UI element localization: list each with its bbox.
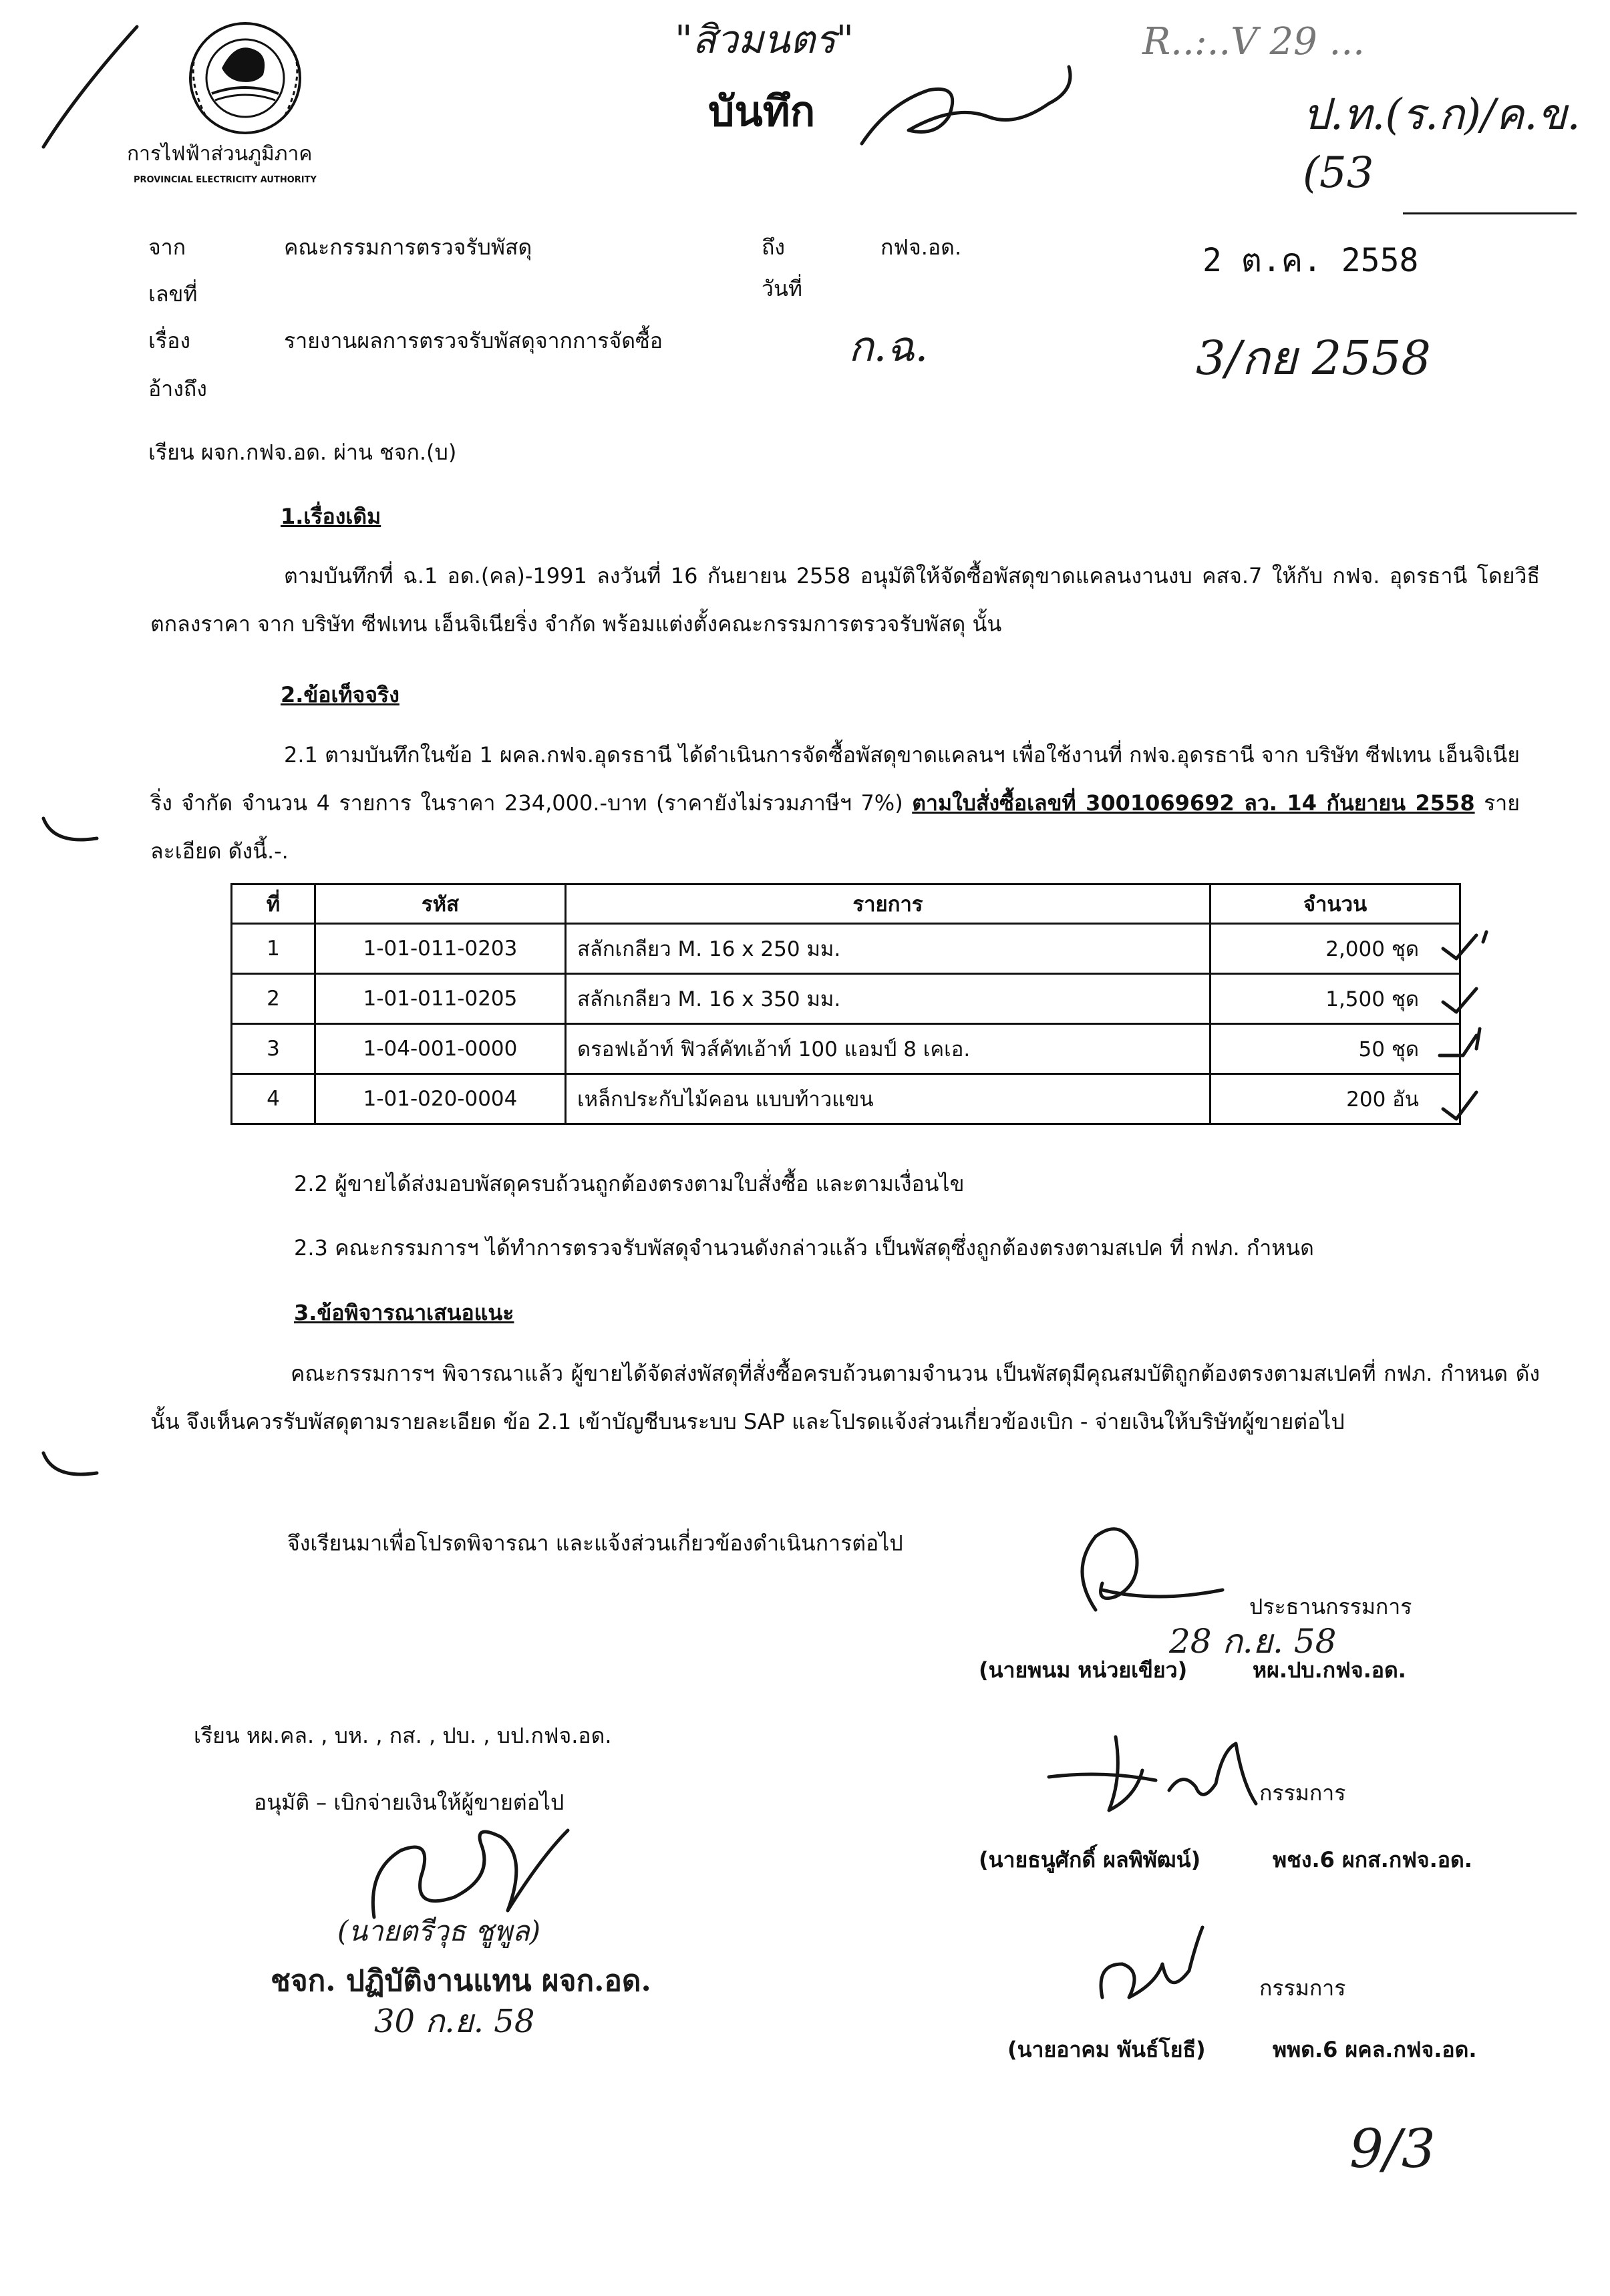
section2-p23: 2.3 คณะกรรมการฯ ได้ทำการตรวจรับพัสดุจำนวนดังกล่าวแล้ว เป็นพัสดุซึ่งถูกต้องตรงตามสเปค ที่ กฟภ. กำหนด (294, 1235, 1314, 1261)
table-row (232, 1074, 1460, 1124)
cell-qty: 1,500 ชุด (1211, 974, 1460, 1024)
hand-date: 3/กย 2558 (1196, 331, 1431, 385)
cell-qty: 2,000 ชุด (1211, 924, 1460, 974)
from-label: จาก (148, 234, 186, 260)
signatory-3-position: พพด.6 ผคล.กฟจ.อด. (1273, 2037, 1477, 2062)
approval-text: อนุมัติ – เบิกจ่ายเงินให้ผู้ขายต่อไป (254, 1790, 565, 1815)
cell-no: 3 (232, 1024, 315, 1074)
to-label: ถึง (762, 234, 785, 260)
cell-qty: 200 อัน (1211, 1074, 1460, 1124)
number-label: เลขที่ (148, 281, 198, 307)
table-row (232, 974, 1460, 1024)
cell-code: 1-01-011-0203 (315, 924, 566, 974)
org-name-en: PROVINCIAL ELECTRICITY AUTHORITY (134, 175, 317, 185)
table-header-row (232, 884, 1460, 924)
signatory-1-name: (นายพนม หน่วยเขียว) (979, 1657, 1188, 1683)
cell-item: สลักเกลียว M. 16 x 350 มม. (566, 974, 1211, 1024)
cell-item: เหล็กประกับไม้คอน แบบท้าวแขน (566, 1074, 1211, 1124)
cell-code: 1-04-001-0000 (315, 1024, 566, 1074)
table-row (232, 924, 1460, 974)
ref-label: อ้างถึง (148, 376, 207, 401)
col-no: ที่ (232, 884, 315, 924)
col-item: รายการ (566, 884, 1211, 924)
signature-3 (1082, 1924, 1216, 2027)
p21-main: 2.1 ตามบันทึกในข้อ 1 ผคล.กฟจ.อุดรธานี ได้ดำเนินการจัดซื้อพัสดุขาดแคลนฯ เพื่อใช้งานที่ กฟจ.อุดรธานี จาก บริษัท ซีฟเทน เอ็นจิเนียริ่ง จำกัด จำนวน 4 รายการ ในราคา 234,000.-บาท (ราคายังไม่รวมภาษีฯ 7%) (150, 742, 1520, 816)
salutation: เรียน ผจก.กฟจ.อด. ผ่าน ชจก.(บ) (148, 440, 457, 465)
from-value: คณะกรรมการตรวจรับพัสดุ (284, 234, 532, 260)
signatory-2-role: กรรมการ (1259, 1780, 1346, 1806)
section1-heading: 1.เรื่องเดิม (281, 504, 381, 529)
header-rule (1403, 212, 1577, 214)
date-label: วันที่ (762, 276, 802, 301)
col-qty: จำนวน (1211, 884, 1460, 924)
p21-tail: รายละเอียด ดังนี้.-. (150, 790, 1520, 864)
cell-code: 1-01-011-0205 (315, 974, 566, 1024)
section2-p21 (150, 731, 1520, 875)
signatory-1-role: ประธานกรรมการ (1249, 1594, 1412, 1619)
table-row (232, 1024, 1460, 1074)
signatory-1-position: หผ.ปบ.กฟจ.อด. (1253, 1657, 1406, 1683)
hand-stamp-top: R..:..V 29 ... (1142, 20, 1365, 63)
section3-text: คณะกรรมการฯ พิจารณาแล้ว ผู้ขายได้จัดส่งพัสดุที่สั่งซื้อครบถ้วนตามจำนวน เป็นพัสดุมีคุณสมบัติถูกต้องตรงตามสเปคที่ กฟภ. กำหนด ดังนั้น จึงเห็นควรรับพัสดุตามรายละเอียด ข้อ 2.1 เข้าบัญชีบนระบบ SAP และโปรดแจ้งส่วนเกี่ยวข้องเบิก - จ่ายเงินให้บริษัทผู้ขายต่อไป (150, 1361, 1540, 1434)
doc-title: บันทึก (708, 87, 816, 136)
punch-mark (40, 815, 100, 858)
pea-logo (175, 15, 315, 142)
col-code: รหัส (315, 884, 566, 924)
hand-initials: ก.ฉ. (848, 322, 929, 371)
signature-2 (1042, 1724, 1263, 1826)
subject-label: เรื่อง (148, 328, 190, 353)
approval-to-line: เรียน หผ.คล. , บห. , กส. , ปบ. , บป.กฟจ.อด. (194, 1723, 612, 1748)
stamp-date: 2 ต.ค. 2558 (1202, 242, 1419, 279)
to-value: กฟจ.อด. (880, 234, 962, 260)
cell-item: สลักเกลียว M. 16 x 250 มม. (566, 924, 1211, 974)
cell-code: 1-01-020-0004 (315, 1074, 566, 1124)
pen-stroke-left (37, 20, 144, 156)
p21-purchase-order: ตามใบสั่งซื้อเลขที่ 3001069692 ลว. 14 กันยายน 2558 (912, 790, 1475, 816)
approval-position: ชจก. ปฏิบัติงานแทน ผจก.อด. (271, 1964, 651, 1998)
punch-mark (40, 1450, 100, 1492)
cell-no: 2 (232, 974, 315, 1024)
closing-text: จึงเรียนมาเพื่อโปรดพิจารณา และแจ้งส่วนเกี่ยวข้องดำเนินการต่อไป (287, 1530, 903, 1556)
signatory-3-name: (นายอาคม พันธ์โยธี) (1007, 2037, 1206, 2062)
section2-heading: 2.ข้อเท็จจริง (281, 682, 399, 707)
cell-item: ดรอฟเอ้าท์ ฟิวส์คัทเอ้าท์ 100 แอมป์ 8 เคเอ. (566, 1024, 1211, 1074)
section1-text: ตามบันทึกที่ ฉ.1 อด.(คล)-1991 ลงวันที่ 16 กันยายน 2558 อนุมัติให้จัดซื้อพัสดุขาดแคลนงานงบ คสจ.7 ให้กับ กฟจ. อุดรธานี โดยวิธีตกลงราคา จาก บริษัท ซีฟเทน เอ็นจิเนียริ่ง จำกัด พร้อมแต่งตั้งคณะกรรมการตรวจรับพัสดุ นั้น (150, 563, 1540, 637)
subject-value: รายงานผลการตรวจรับพัสดุจากการจัดซื้อ (284, 328, 663, 353)
signature-1 (1056, 1510, 1256, 1633)
cell-no: 4 (232, 1074, 315, 1124)
cell-qty: 50 ชุด (1211, 1024, 1460, 1074)
hand-ref-top: ป.ท.(ร.ก)/ค.ข.(53 (1303, 90, 1581, 198)
approval-hand-date: 30 ก.ย. 58 (374, 2003, 535, 2040)
header-signature (848, 63, 1116, 166)
signatory-2-name: (นายธนูศักดิ์ ผลพิพัฒน์) (979, 1847, 1201, 1872)
check-marks (1436, 929, 1510, 1132)
hand-note-top: "สิวมนตร" (675, 17, 854, 62)
approval-name: (นายตรีวุธ ชูพูล) (337, 1915, 541, 1947)
cell-no: 1 (232, 924, 315, 974)
signatory-3-role: กรรมการ (1259, 1975, 1346, 2001)
org-name-th: การไฟฟ้าส่วนภูมิภาค (127, 142, 313, 166)
section3-heading: 3.ข้อพิจารณาเสนอแนะ (294, 1300, 514, 1325)
page-note: 9/3 (1349, 2118, 1436, 2180)
section2-p22: 2.2 ผู้ขายได้ส่งมอบพัสดุครบถ้วนถูกต้องตรงตามใบสั่งซื้อ และตามเงื่อนไข (294, 1171, 965, 1196)
signatory-1-hand-date: 28 ก.ย. 58 (1169, 1622, 1337, 1661)
signatory-2-position: พชง.6 ผกส.กฟจ.อด. (1273, 1847, 1472, 1872)
items-table (230, 883, 1461, 1125)
